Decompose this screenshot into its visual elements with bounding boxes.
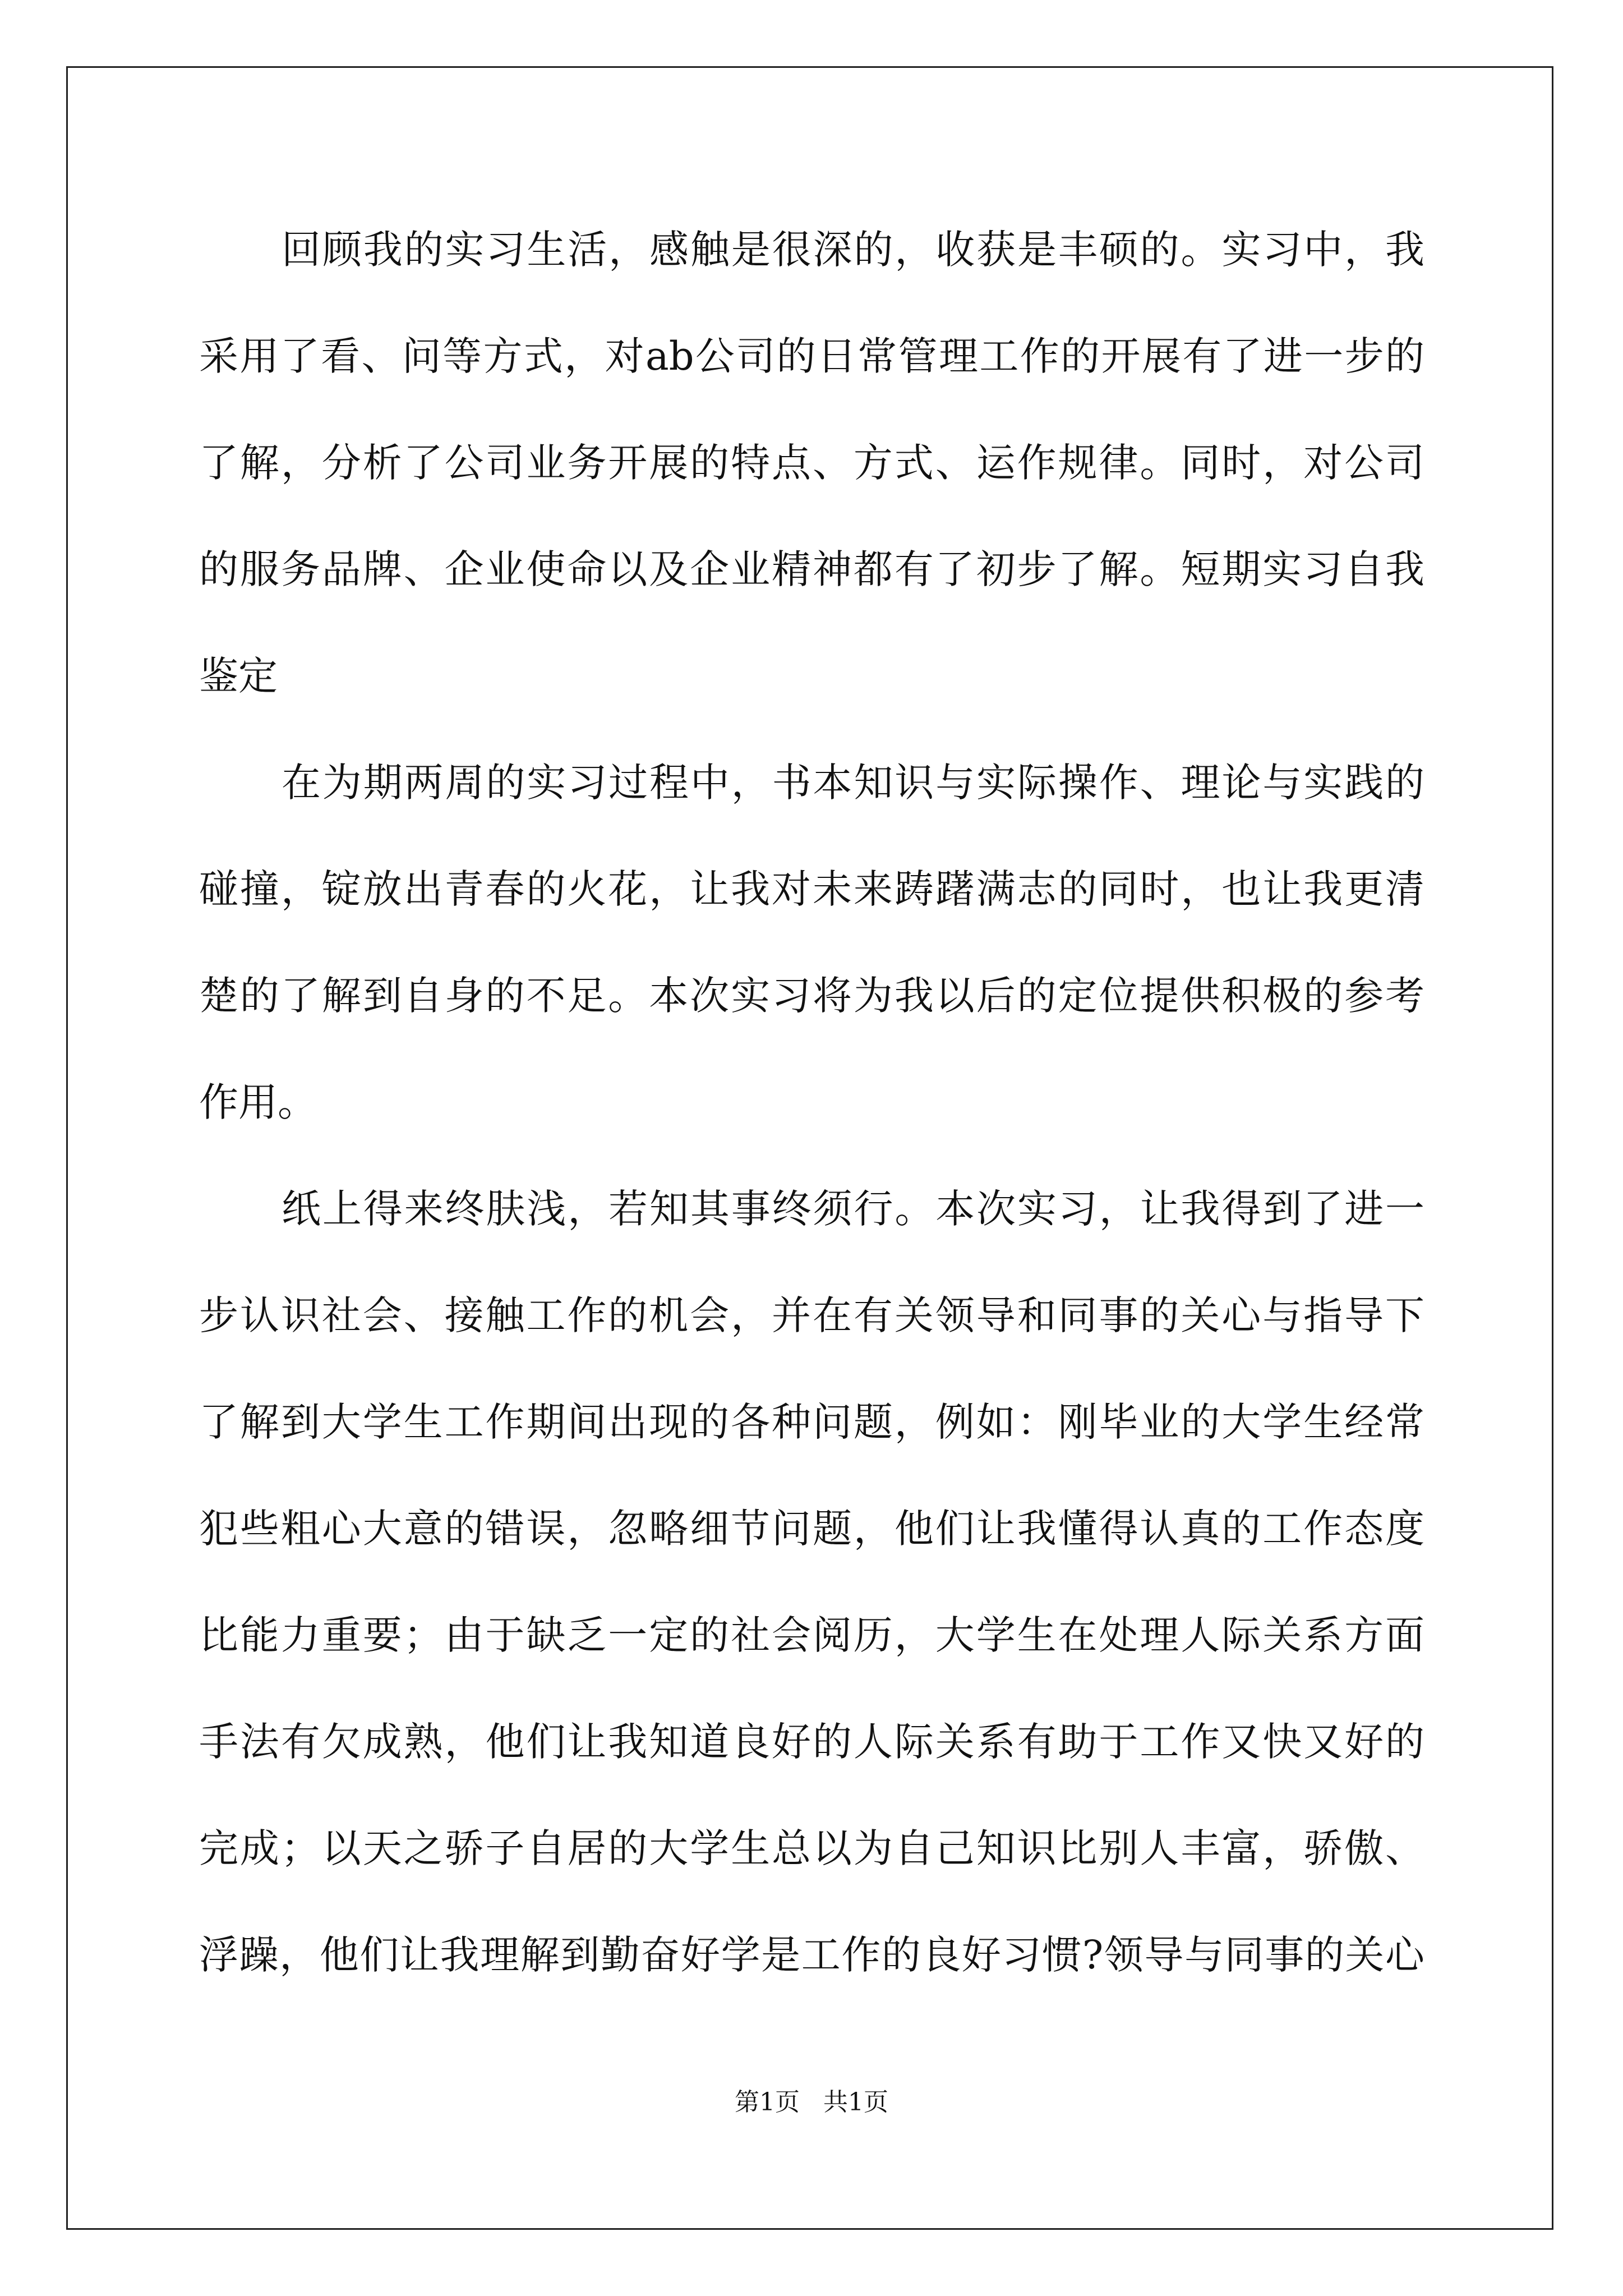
text-line: 作用。	[199, 1079, 317, 1125]
text-line: 鉴定	[199, 653, 278, 699]
text-line: 的服务品牌、企业使命以及企业精神都有了初步了解。短期实习自我	[199, 546, 1424, 592]
text-line: 完成；以天之骄子自居的大学生总以为自己知识比别人丰富，骄傲、	[199, 1825, 1424, 1871]
text-line: 了解到大学生工作期间出现的各种问题，例如：刚毕业的大学生经常	[199, 1399, 1424, 1445]
text-line: 采用了看、问等方式，对ab公司的日常管理工作的开展有了进一步的	[199, 333, 1424, 379]
text-line: 浮躁，他们让我理解到勤奋好学是工作的良好习惯?领导与同事的关心	[199, 1932, 1424, 1978]
text-line: 比能力重要；由于缺乏一定的社会阅历，大学生在处理人际关系方面	[199, 1612, 1424, 1658]
text-line: 纸上得来终肤浅，若知其事终须行。本次实习，让我得到了进一	[282, 1186, 1424, 1232]
text-line: 在为期两周的实习过程中，书本知识与实际操作、理论与实践的	[282, 760, 1424, 806]
text-line: 楚的了解到自身的不足。本次实习将为我以后的定位提供积极的参考	[199, 973, 1424, 1019]
page-footer: 第1页 共1页	[735, 2088, 888, 2116]
text-line: 手法有欠成熟，他们让我知道良好的人际关系有助于工作又快又好的	[199, 1719, 1424, 1765]
page-border	[66, 66, 1553, 2230]
text-line: 步认识社会、接触工作的机会，并在有关领导和同事的关心与指导下	[199, 1292, 1424, 1338]
text-line: 碰撞，锭放出青春的火花，让我对未来踌躇满志的同时，也让我更清	[199, 866, 1424, 912]
text-line: 了解，分析了公司业务开展的特点、方式、运作规律。同时，对公司	[199, 440, 1424, 486]
text-line: 犯些粗心大意的错误，忽略细节问题，他们让我懂得认真的工作态度	[199, 1506, 1424, 1552]
text-line: 回顾我的实习生活，感触是很深的，收获是丰硕的。实习中，我	[282, 227, 1424, 273]
